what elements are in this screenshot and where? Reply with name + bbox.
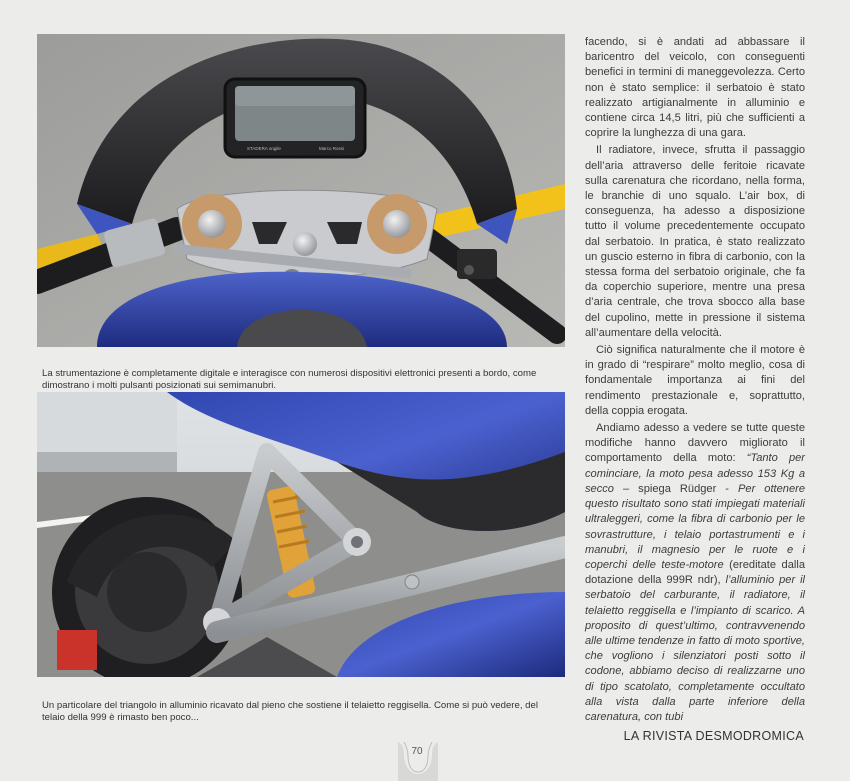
caption-instrument-cluster: La strumentazione è completamente digitale e interagisce con numerosi dispositivi elettronici presenti a bordo, come dimostrano i molti pulsanti posizionati sui semimanubri. <box>42 367 537 391</box>
magazine-title: LA RIVISTA DESMODROMICA <box>623 729 804 743</box>
photo-instrument-cluster <box>37 34 565 347</box>
caption-subframe-triangle: Un particolare del triangolo in alluminio ricavato dal pieno che sostiene il telaietto reggisella. Come si può vedere, del telaio della 999 è rimasto ben poco... <box>42 699 538 723</box>
instrument-cluster-image <box>37 34 565 347</box>
dashboard-text-right: Marco Rossi <box>319 146 345 151</box>
article-paragraph: facendo, si è andati ad abbassare il baricentro del veicolo, con conseguenti benefici in termini di maneggevolezza. Certo non è stato semplice: il serbatoio è stato realizzato artigianalmente in alluminio e contiene circa 14,5 litri, più che sufficienti a coprire la lunghezza di una gara. <box>585 36 805 140</box>
subframe-triangle-image <box>37 392 565 677</box>
article-paragraph-quote <box>585 421 805 725</box>
page-number: 70 <box>411 746 423 757</box>
quote-text: “Tanto per cominciare, la moto pesa adesso 153 Kg a secco <box>585 452 805 495</box>
quote-text: Per ottenere questo risultato sono stati impiegati materiali ultraleggeri, come la fibra di carbonio per le sovrastrutture, i telaio portastrumenti e i manubri, il magnesio per le ruote e i coperchi delle teste-motore <box>585 482 805 571</box>
quote-text: l’alluminio per il serbatoio del carburante, il radiatore, il telaietto reggisella e l’impianto di scarico. A proposito di quest’ultimo, contravvenendo alle ultime tendenze in fatto di moto sportive, che vogliono i silenziatori posti sotto il codone, abbiamo deciso di realizzarne uno di tipo scatolato, completamente occultato alla vista dalla parte inferiore della carenatura, con tubi <box>585 574 805 723</box>
article-column <box>585 35 805 727</box>
photo-subframe-triangle <box>37 392 565 677</box>
article-paragraph: Il radiatore, invece, sfrutta il passaggio dell’aria attraverso delle feritoie ricavate sulla carenatura che ricordano, nella forma, le branchie di uno squalo. L’air box, di conseguenza, ha adesso a disposizione tutto il volume precedentemente occupato dal serbatoio. In pratica, è stato realizzato un guscio esterno in fibra di carbonio, con la stessa forma del serbatoio originale, che fa da coperchio superiore, mentre una presa d’aria centrale, che trova sbocco alla base del cupolino, mette in pressione il sistema all’aumentare della velocità. <box>585 144 805 339</box>
article-text: – spiega Rüdger - <box>613 482 738 495</box>
article-text: (ereditate dalla dotazione della 999R ndr), <box>585 558 805 587</box>
dashboard-text-left: STADERA ongile <box>247 146 281 151</box>
article-paragraph: Ciò significa naturalmente che il motore è in grado di “respirare” molto meglio, cosa di fondamentale importanza ai fini del rendimento prestazionale e, soprattutto, della coppia erogata. <box>585 344 805 417</box>
article-text: Andiamo adesso a vedere se tutte queste modifiche hanno davvero migliorato il comportamento della moto: <box>585 422 805 465</box>
